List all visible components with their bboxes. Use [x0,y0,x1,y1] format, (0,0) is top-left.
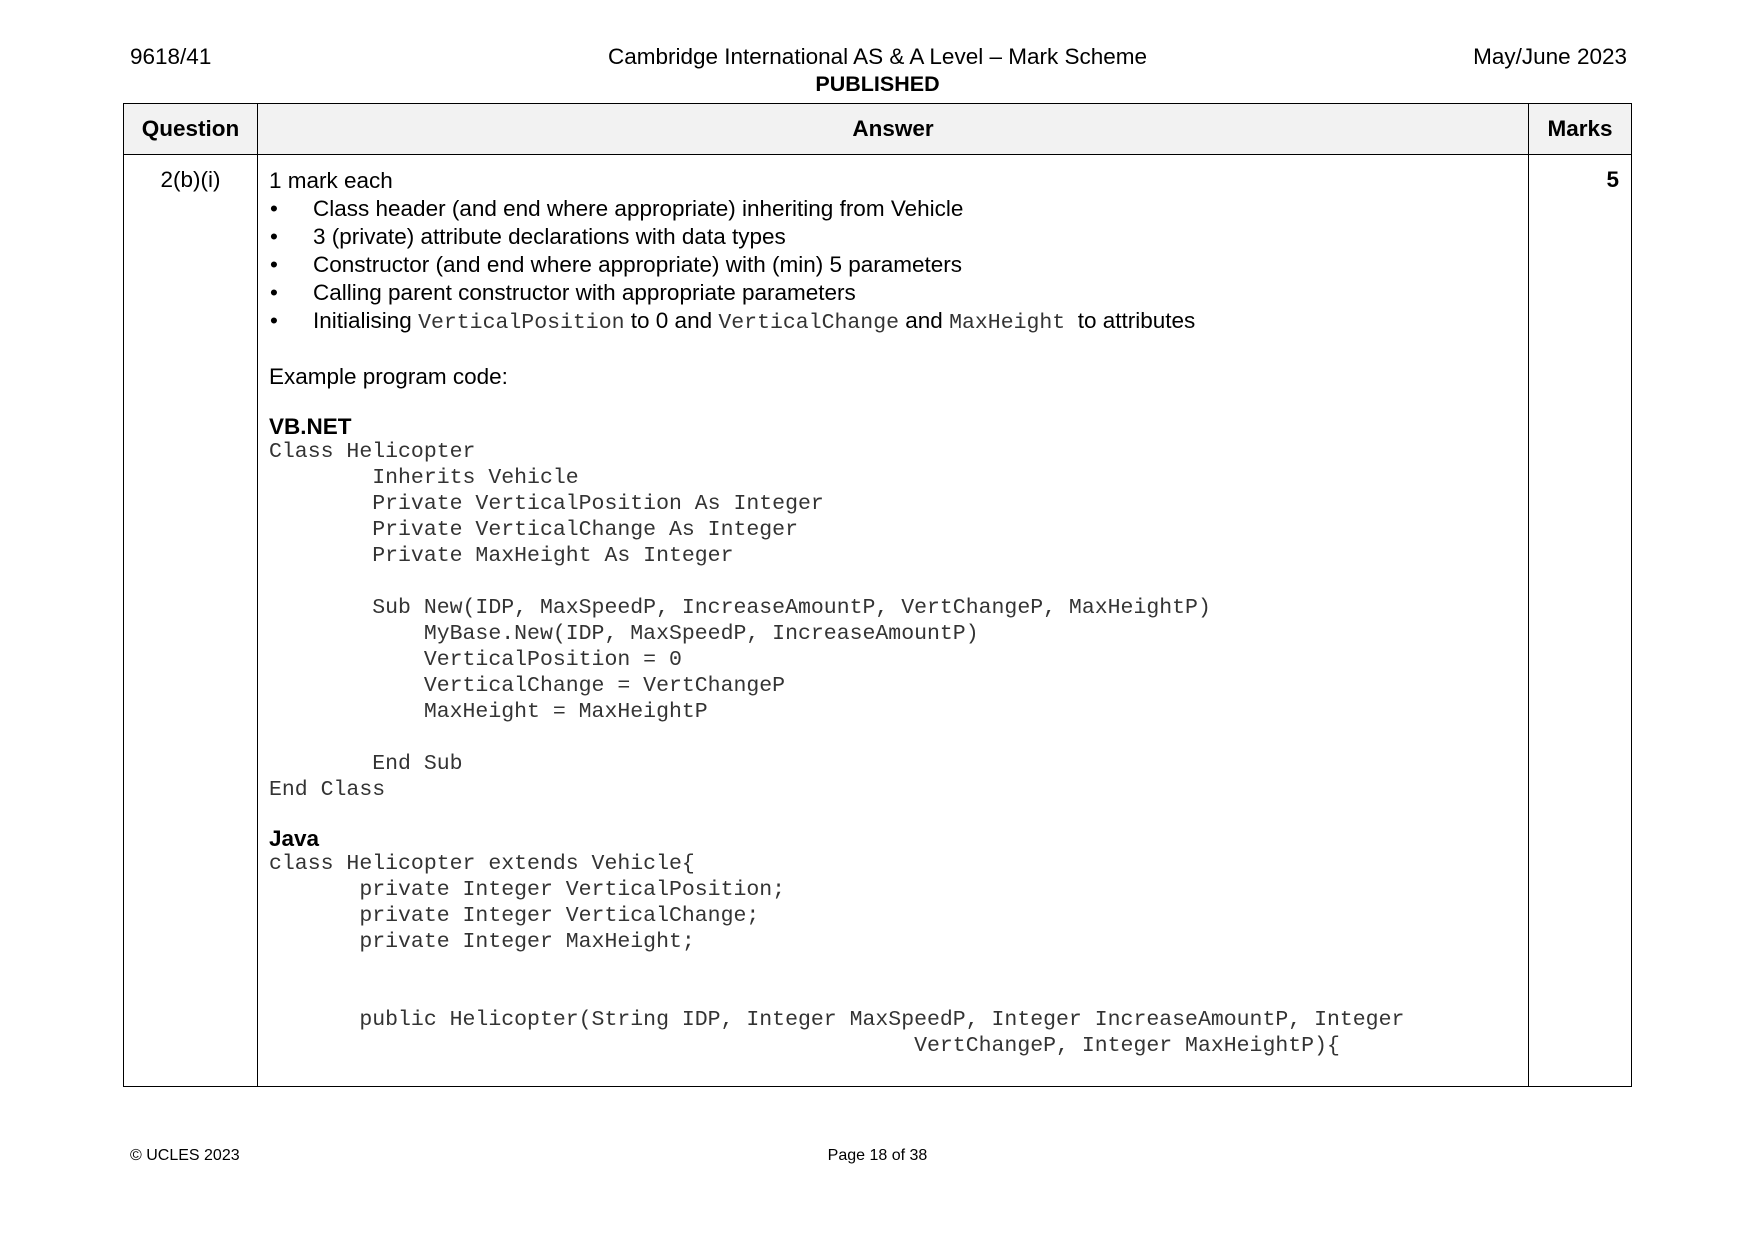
page-number: Page 18 of 38 [827,1147,928,1164]
paper-code: 9618/41 [130,44,212,69]
document-title: Cambridge International AS & A Level – Mark Scheme [607,44,1148,69]
exam-session: May/June 2023 [1473,44,1627,69]
marking-point: • Class header (and end where appropriate) inheriting from Vehicle [270,196,964,221]
question-number: 2(b)(i) [124,155,258,1087]
marking-point: • Constructor (and end where appropriate) with (min) 5 parameters [270,252,963,277]
marks-value: 5 [1529,155,1632,1087]
bullet-icon: • [270,196,278,221]
bullet-icon: • [270,252,278,277]
mark-instruction: 1 mark each [269,168,393,193]
bullet-icon: • [270,280,278,305]
answer-column-header: Answer [258,104,1529,155]
code-term: VerticalChange [718,311,900,335]
marking-point: • Calling parent constructor with appropriate parameters [270,280,856,305]
mark-scheme-table [123,103,1632,1087]
marking-points-list [269,195,1528,337]
vbnet-code-block: Class Helicopter Inherits Vehicle Private VerticalPosition As Integer Private VerticalChange As Integer Private MaxHeight As Integer Sub New(IDP, MaxSpeedP, IncreaseAmountP, VertChangeP, MaxHeightP) MyBase.New(IDP, MaxSpeedP, IncreaseAmountP) VerticalPosition = 0 VerticalChange = VertChangeP MaxHeight = MaxHeightP End Sub End Class [269,440,1211,802]
published-label: PUBLISHED [815,72,940,96]
marks-column-header: Marks [1529,104,1632,155]
copyright: © UCLES 2023 [130,1147,240,1164]
bullet-icon: • [270,308,278,333]
answer-cell [258,155,1529,1087]
question-column-header: Question [124,104,258,155]
code-term: VerticalPosition [418,311,625,335]
vbnet-heading: VB.NET [269,414,352,439]
table-header-row [124,104,1632,155]
code-term: MaxHeight [949,311,1066,335]
example-label: Example program code: [269,364,508,389]
marking-point: • Initialising VerticalPosition to 0 and VerticalChange and MaxHeight to attributes [270,308,1196,335]
bullet-icon: • [270,224,278,249]
marking-point: • 3 (private) attribute declarations with data types [270,224,786,249]
java-heading: Java [269,826,320,851]
java-code-block: class Helicopter extends Vehicle{ private Integer VerticalPosition; private Integer VerticalChange; private Integer MaxHeight; public Helicopter(String IDP, Integer MaxSpeedP, Integer IncreaseAmountP, Integer VertChangeP, Integer MaxHeightP){ [269,852,1405,1058]
table-row [124,155,1632,1087]
